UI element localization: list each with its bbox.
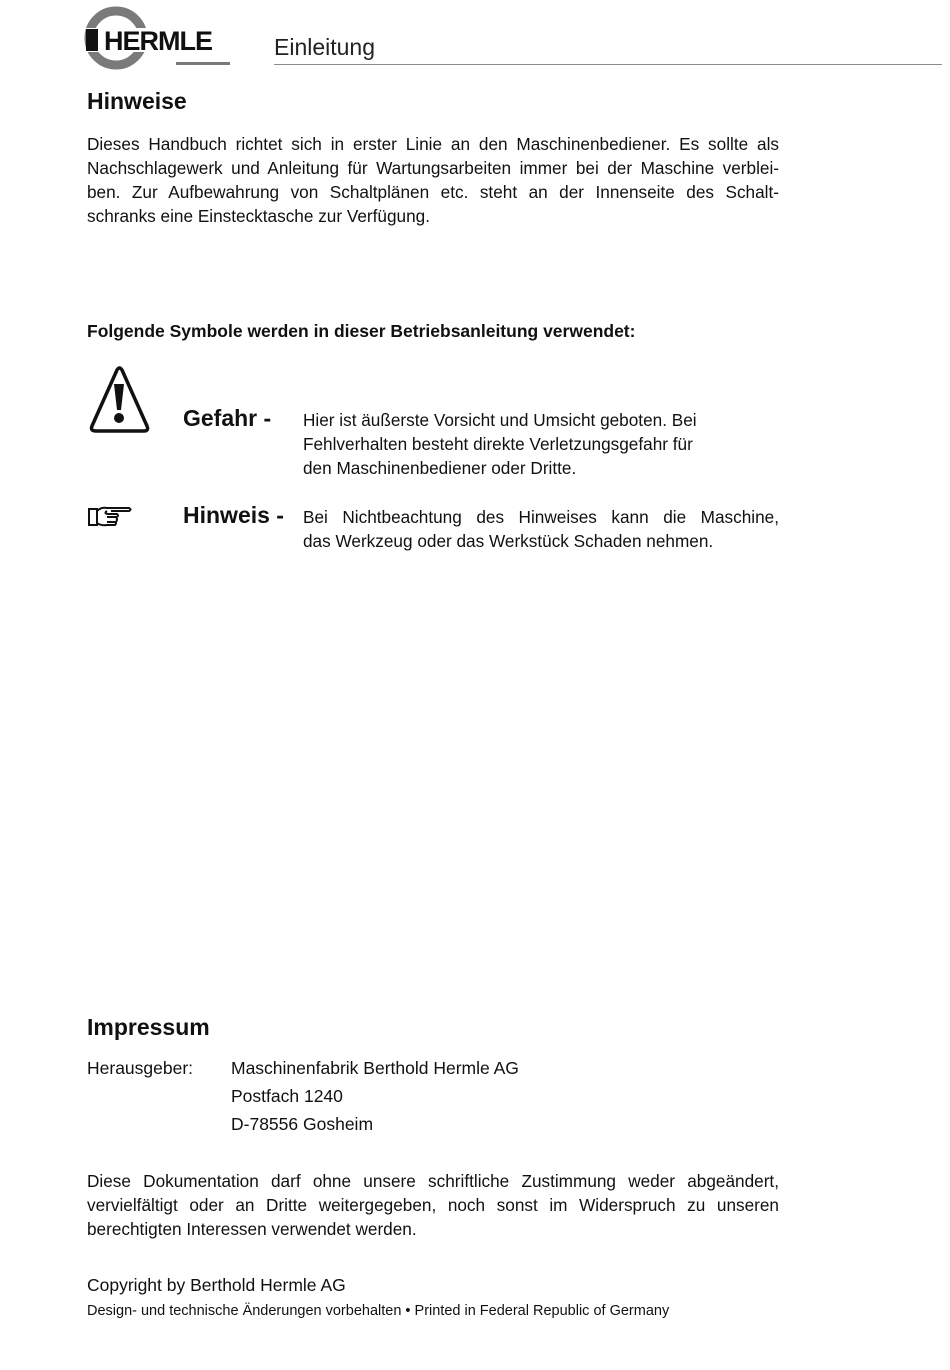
gefahr-label: Gefahr - <box>183 405 272 431</box>
publisher-postbox: Postfach 1240 <box>231 1086 343 1106</box>
description-line: Fehlverhalten besteht direkte Verletzungsgefahr für <box>303 434 693 454</box>
hinweise-paragraph <box>87 132 779 228</box>
paragraph-line: Diese Dokumentation darf ohne unsere schriftliche Zustimmung weder abgeändert, <box>87 1171 779 1191</box>
publisher-name: Maschinenfabrik Berthold Hermle AG <box>231 1058 519 1078</box>
header-divider <box>274 64 942 65</box>
paragraph-line: schranks eine Einstecktasche zur Verfügung. <box>87 206 430 226</box>
hinweise-heading: Hinweise <box>87 88 187 114</box>
warning-triangle-icon <box>87 366 151 434</box>
publisher-label: Herausgeber: <box>87 1058 194 1078</box>
copyright-line: Copyright by Berthold Hermle AG <box>87 1275 346 1295</box>
publisher-city: D-78556 Gosheim <box>231 1114 374 1134</box>
paragraph-line: vervielfältigt oder an Dritte weitergegeben, noch sonst im Widerspruch zu unseren <box>87 1195 779 1215</box>
hinweis-label: Hinweis - <box>183 502 284 528</box>
logo-wordmark: HERMLE <box>104 26 212 56</box>
impressum-heading: Impressum <box>87 1014 210 1040</box>
paragraph-line: Nachschlagewerk und Anleitung für Wartungsarbeiten immer bei der Maschine verblei- <box>87 158 779 178</box>
description-line: Bei Nichtbeachtung des Hinweises kann die Maschine, <box>303 507 779 527</box>
gefahr-description <box>303 408 779 480</box>
copyright-notice-paragraph <box>87 1169 779 1241</box>
hermle-logo <box>84 6 234 70</box>
description-line: Hier ist äußerste Vorsicht und Umsicht geboten. Bei <box>303 410 697 430</box>
pointing-hand-icon <box>87 503 133 529</box>
description-line: den Maschinenbediener oder Dritte. <box>303 458 577 478</box>
symbols-intro: Folgende Symbole werden in dieser Betriebsanleitung verwendet: <box>87 321 636 341</box>
description-line: das Werkzeug oder das Werkstück Schaden nehmen. <box>303 531 714 551</box>
paragraph-line: berechtigten Interessen verwendet werden. <box>87 1219 417 1239</box>
section-title: Einleitung <box>274 34 376 60</box>
footer-note: Design- und technische Änderungen vorbehalten • Printed in Federal Republic of Germany <box>87 1303 670 1319</box>
paragraph-line: ben. Zur Aufbewahrung von Schaltplänen etc. steht an der Innenseite des Schalt- <box>87 182 779 202</box>
hinweis-description <box>303 505 779 553</box>
paragraph-line: Dieses Handbuch richtet sich in erster Linie an den Maschinenbediener. Es sollte als <box>87 134 779 154</box>
